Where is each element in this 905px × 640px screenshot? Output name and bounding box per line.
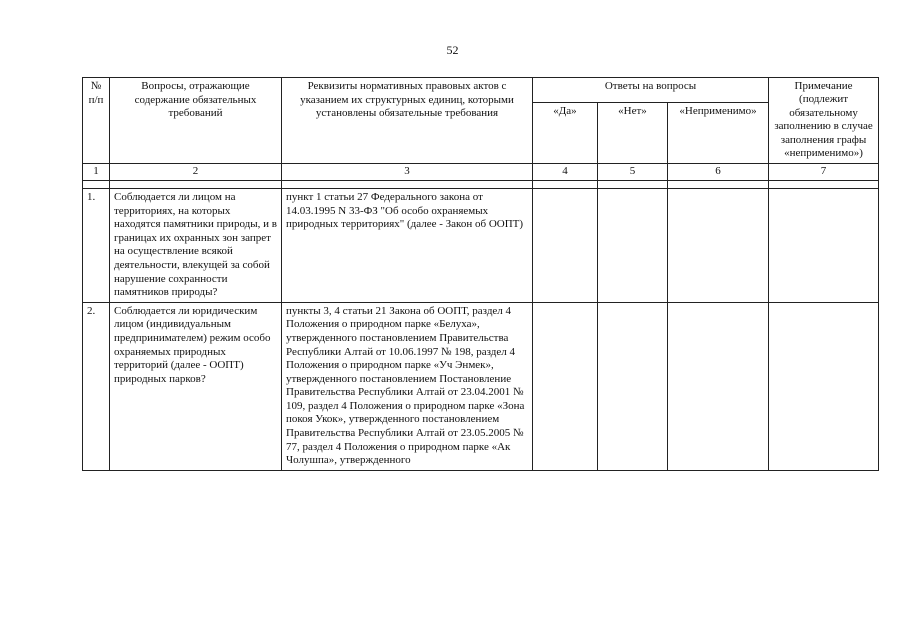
row-requisites: пункты 3, 4 статьи 21 Закона об ООПТ, раздел 4 Положения о природном парке «Белуха», утвержденного постановлением Правительства Республики Алтай от 10.06.1997 № 198, раздел 4 Положения о природном парке «Уч Энмек», утвержденного постановлением Постановление Правительства Республики Алтай от 23.04.2001 № 109, раздел 4 Положения о природном парке «Зона покоя Укок», утвержденного постановлением Правительства Республики Алтай от 23.05.2005 № 77, раздел 4 Положения о природном парке «Ак Чолушпа», утвержденного [282,302,533,470]
checklist-table [82,77,879,471]
spacer-cell [110,180,282,188]
spacer-cell [668,180,769,188]
spacer-cell [598,180,668,188]
column-number: 2 [110,163,282,180]
row-number: 2. [83,302,110,470]
column-number: 5 [598,163,668,180]
table-row [83,188,879,302]
header-yes: «Да» [533,103,598,164]
header-row-1 [83,78,879,103]
note-cell [769,188,879,302]
answer-yes-cell [533,188,598,302]
answer-na-cell [668,188,769,302]
spacer-cell [533,180,598,188]
spacer-row [83,180,879,188]
answer-no-cell [598,188,668,302]
column-number: 1 [83,163,110,180]
column-numbers-row [83,163,879,180]
spacer-cell [282,180,533,188]
header-num: № п/п [83,78,110,164]
answer-na-cell [668,302,769,470]
column-number: 4 [533,163,598,180]
header-na: «Неприменимо» [668,103,769,164]
answer-yes-cell [533,302,598,470]
row-question: Соблюдается ли юридическим лицом (индивидуальным предпринимателем) режим особо охраняемых природных территорий (далее - ООПТ) природных парков? [110,302,282,470]
spacer-cell [83,180,110,188]
row-requisites: пункт 1 статьи 27 Федерального закона от 14.03.1995 N 33-ФЗ "Об особо охраняемых природных территориях" (далее - Закон об ООПТ) [282,188,533,302]
header-answers: Ответы на вопросы [533,78,769,103]
header-requisites: Реквизиты нормативных правовых актов с указанием их структурных единиц, которыми установлены обязательные требования [282,78,533,164]
column-number: 7 [769,163,879,180]
header-no: «Нет» [598,103,668,164]
table-row [83,302,879,470]
header-note-subtitle: (подлежит обязательному заполнению в случае заполнения графы «неприменимо») [774,93,873,160]
header-note [769,78,879,164]
header-questions: Вопросы, отражающие содержание обязательных требований [110,78,282,164]
header-note-title: Примечание [794,80,853,92]
row-number: 1. [83,188,110,302]
row-question: Соблюдается ли лицом на территориях, на которых находятся памятники природы, и в границах их охранных зон запрет на осуществление всякой деятельности, влекущей за собой нарушение сохранности памятников природы? [110,188,282,302]
page-number: 52 [446,43,459,57]
spacer-cell [769,180,879,188]
column-number: 3 [282,163,533,180]
column-number: 6 [668,163,769,180]
note-cell [769,302,879,470]
answer-no-cell [598,302,668,470]
